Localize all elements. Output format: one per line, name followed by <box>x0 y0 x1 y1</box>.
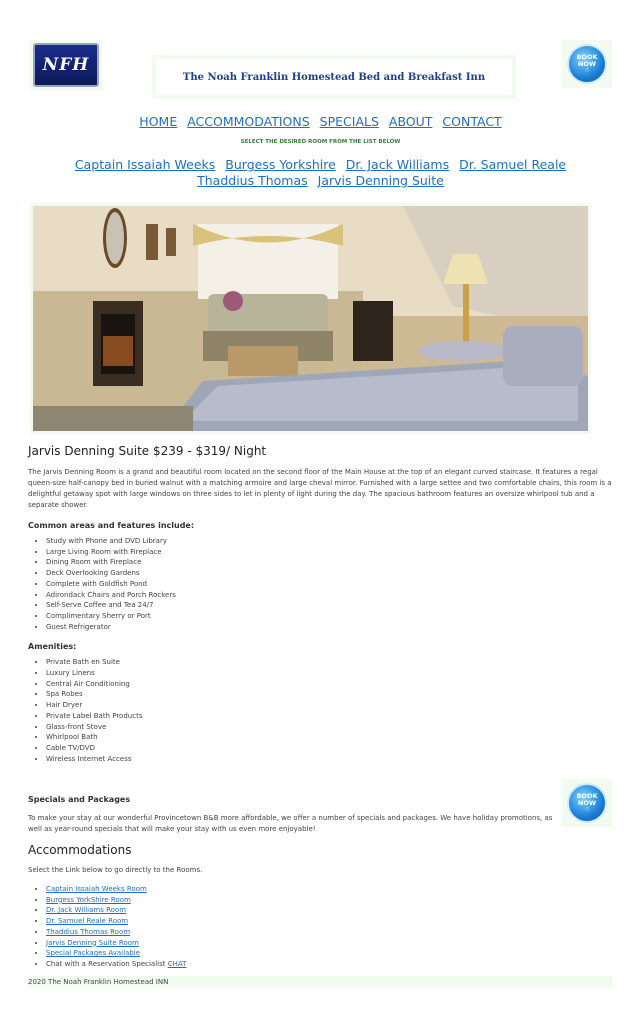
room-link-burgess-yorkshire[interactable]: Burgess Yorkshire <box>225 157 336 172</box>
book-now-label-2: NOW <box>577 798 597 807</box>
list-item <box>46 884 186 895</box>
acc-link-special-packages[interactable]: Special Packages Available <box>46 949 141 958</box>
main-nav <box>0 114 641 129</box>
footer: 2020 The Noah Franklin Homestead INN <box>28 976 613 988</box>
list-item <box>46 948 186 959</box>
accommodations-intro: Select the Link below to go directly to the Rooms. <box>28 866 203 874</box>
acc-link-thaddius-thomas[interactable]: Thaddius Thomas Room <box>46 927 131 936</box>
list-item: • Large Living Room with Fireplace <box>46 547 613 558</box>
chat-text: Chat with a Reservation Specialist <box>46 959 168 968</box>
specials-text: To make your stay at our wonderful Provincetown B&B more affordable, we offer a number of specials and packages. We have holiday promotions, as well as year-round specials that will make your stay with us even more enjoyable! <box>28 814 553 833</box>
logo-frame <box>30 40 102 90</box>
accommodations-links <box>28 884 186 970</box>
list-item: • Luxury Linens <box>46 668 613 679</box>
hand-pointer-icon: ☝ <box>584 805 590 813</box>
room-heading: Jarvis Denning Suite $239 - $319/ Night <box>28 444 267 458</box>
list-item: • Guest Refrigerator <box>46 622 613 633</box>
list-item: • Complimentary Sherry or Port <box>46 611 613 622</box>
list-item: • Whirlpool Bath <box>46 732 613 743</box>
list-item <box>46 959 186 970</box>
book-now-label-1: BOOK <box>576 792 598 800</box>
book-now-frame-bottom <box>562 779 612 827</box>
list-item: • Self-Serve Coffee and Tea 24/7 <box>46 600 613 611</box>
book-now-label-1: BOOK <box>576 53 598 61</box>
list-item: • Deck Overlooking Gardens <box>46 568 613 579</box>
list-item: • Spa Robes <box>46 689 613 700</box>
title-banner <box>152 55 516 99</box>
nav-about[interactable]: ABOUT <box>388 114 433 129</box>
list-item: • Hair Dryer <box>46 700 613 711</box>
room-details <box>28 444 613 774</box>
common-areas-list <box>28 536 613 632</box>
room-photo-frame <box>30 203 591 434</box>
room-link-dr-jack-williams[interactable]: Dr. Jack Williams <box>345 157 450 172</box>
site-title: The Noah Franklin Homestead Bed and Breakfast Inn <box>156 59 512 95</box>
acc-link-dr-jack-williams[interactable]: Dr. Jack Williams Room <box>46 906 127 915</box>
list-item <box>46 905 186 916</box>
hand-pointer-icon: ☝ <box>584 66 590 74</box>
list-item: • Complete with Goldfish Pond <box>46 579 613 590</box>
room-links <box>60 157 581 189</box>
nav-specials[interactable]: SPECIALS <box>319 114 379 129</box>
nav-accommodations[interactable]: ACCOMMODATIONS <box>187 114 310 129</box>
acc-link-captain-issaiah-weeks[interactable]: Captain Issaiah Weeks Room <box>46 885 147 893</box>
list-item: • Private Bath en Suite <box>46 657 613 668</box>
list-item: • Adirondack Chairs and Porch Rockers <box>46 590 613 601</box>
room-link-thaddius-thomas[interactable]: Thaddius Thomas <box>197 173 308 188</box>
common-areas-title: Common areas and features include: <box>28 521 195 530</box>
amenities-list <box>28 657 613 764</box>
room-link-jarvis-denning-suite[interactable]: Jarvis Denning Suite <box>317 173 444 188</box>
list-item: • Private Label Bath Products <box>46 711 613 722</box>
book-now-button[interactable] <box>567 783 607 823</box>
select-room-label: SELECT THE DESIRED ROOM FROM THE LIST BELOW <box>240 139 401 145</box>
list-item: • Central Air Conditioning <box>46 679 613 690</box>
book-now-button[interactable] <box>567 44 607 84</box>
nav-contact[interactable]: CONTACT <box>442 114 502 129</box>
accommodations-title: Accommodations <box>28 843 132 857</box>
nav-home[interactable]: HOME <box>139 114 178 129</box>
amenities-title: Amenities: <box>28 642 77 652</box>
room-photo <box>33 206 588 431</box>
list-item <box>46 916 186 927</box>
inn-logo[interactable]: NFH <box>33 43 99 87</box>
list-item <box>46 938 186 949</box>
list-item: • Dining Room with Fireplace <box>46 557 613 568</box>
list-item <box>46 895 186 906</box>
list-item: • Wireless Internet Access <box>46 754 613 765</box>
chat-link[interactable]: CHAT <box>167 959 187 968</box>
room-link-captain-issaiah-weeks[interactable]: Captain Issaiah Weeks <box>74 157 216 172</box>
acc-link-burgess-yorkshire[interactable]: Burgess YorkShire Room <box>46 895 131 904</box>
acc-link-jarvis-denning-suite[interactable]: Jarvis Denning Suite Room <box>46 938 139 947</box>
list-item: • Study with Phone and DVD Library <box>46 536 613 547</box>
book-now-label-2: NOW <box>577 59 597 68</box>
acc-link-dr-samuel-reale[interactable]: Dr. Samuel Reale Room <box>46 917 129 926</box>
list-item: • Cable TV/DVD <box>46 743 613 754</box>
room-description: The Jarvis Denning Room is a grand and beautiful room located on the second floor of the Main House at the top of an elegant curved staircase. It features a regal queen-size half-canopy bed in buried walnut with a matching armoire and large cheval mirror. Furnished with a large settee and two comfortable chairs, this room is a delightful getaway spot with large windows on three sides to let in plenty of light during the day. The spacious bathroom features an oversize whirlpool tub and a separate shower. <box>28 468 612 509</box>
book-now-frame-top <box>562 40 612 88</box>
room-link-dr-samuel-reale[interactable]: Dr. Samuel Reale <box>459 157 567 172</box>
list-item <box>46 927 186 938</box>
list-item: • Glass-front Stove <box>46 722 613 733</box>
specials-title: Specials and Packages <box>28 795 131 804</box>
